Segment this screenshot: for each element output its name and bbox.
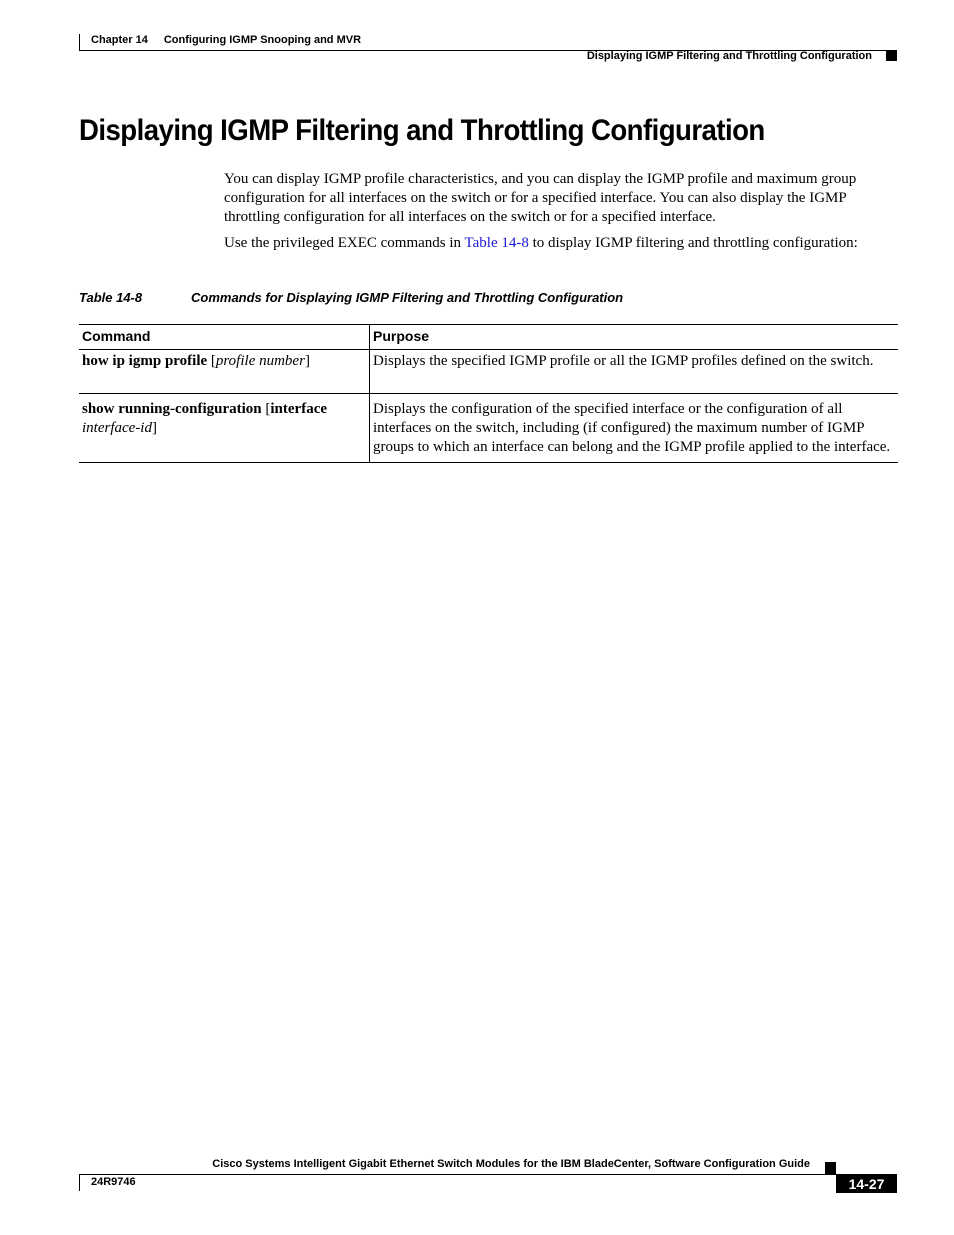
running-header-chapter [91, 34, 361, 46]
header-vertical-rule [79, 34, 80, 51]
table-caption-title: Commands for Displaying IGMP Filtering and Throttling Configuration [191, 290, 624, 305]
footer-rule [79, 1174, 897, 1175]
command-bracket-open: [ [261, 401, 271, 417]
header-marker-block [886, 51, 897, 61]
table-row [79, 394, 898, 463]
page-title: Displaying IGMP Filtering and Throttling Configuration [79, 114, 765, 147]
column-header-command: Command [79, 325, 370, 350]
command-bracket-close: ] [304, 353, 310, 369]
column-header-purpose: Purpose [370, 325, 899, 350]
chapter-title: Configuring IGMP Snooping and MVR [163, 34, 362, 46]
usage-paragraph [224, 234, 896, 253]
table-caption [79, 290, 624, 305]
table-reference-link[interactable]: Table 14-8 [464, 235, 529, 251]
footer-doc-number: 24R9746 [91, 1176, 136, 1188]
table-header-row [79, 325, 898, 350]
chapter-label: Chapter 14 [91, 34, 148, 46]
footer-marker-block [825, 1162, 836, 1174]
command-cell [79, 350, 370, 394]
command-argument: profile number [215, 353, 305, 369]
command-bracket-close: ] [151, 420, 157, 436]
page-number: 14-27 [836, 1174, 897, 1193]
table-row [79, 350, 898, 394]
footer-guide-title: Cisco Systems Intelligent Gigabit Ethernet Switch Modules for the IBM BladeCenter, Software Configuration Guide [212, 1158, 810, 1170]
intro-paragraph: You can display IGMP profile characteristics, and you can display the IGMP profile and maximum group configuration for all interfaces on the switch or for a specified interface. You can also display the IGMP throttling configuration for all interfaces on the switch or for a specified interface. [224, 171, 857, 225]
command-argument: interface-id [82, 420, 152, 436]
purpose-cell: Displays the specified IGMP profile or all the IGMP profiles defined on the switch. [370, 350, 899, 394]
footer-vertical-rule [79, 1174, 80, 1191]
command-keyword: how ip igmp profile [82, 353, 208, 369]
command-keyword-interface: interface [270, 401, 328, 417]
purpose-cell: Displays the configuration of the specified interface or the configuration of all interfaces on the switch, including (if configured) the maximum number of IGMP groups to which an interface can belong and the IGMP profile applied to the interface. [370, 394, 899, 463]
command-bracket-open: [ [207, 353, 216, 369]
command-cell [79, 394, 370, 463]
usage-text-after: to display IGMP filtering and throttling configuration: [528, 235, 858, 251]
command-keyword: show running-configuration [82, 401, 262, 417]
usage-text-before: Use the privileged EXEC commands in [224, 235, 465, 251]
commands-table [79, 324, 898, 463]
running-header-section: Displaying IGMP Filtering and Throttling Configuration [586, 50, 872, 62]
table-caption-label: Table 14-8 [79, 290, 143, 305]
